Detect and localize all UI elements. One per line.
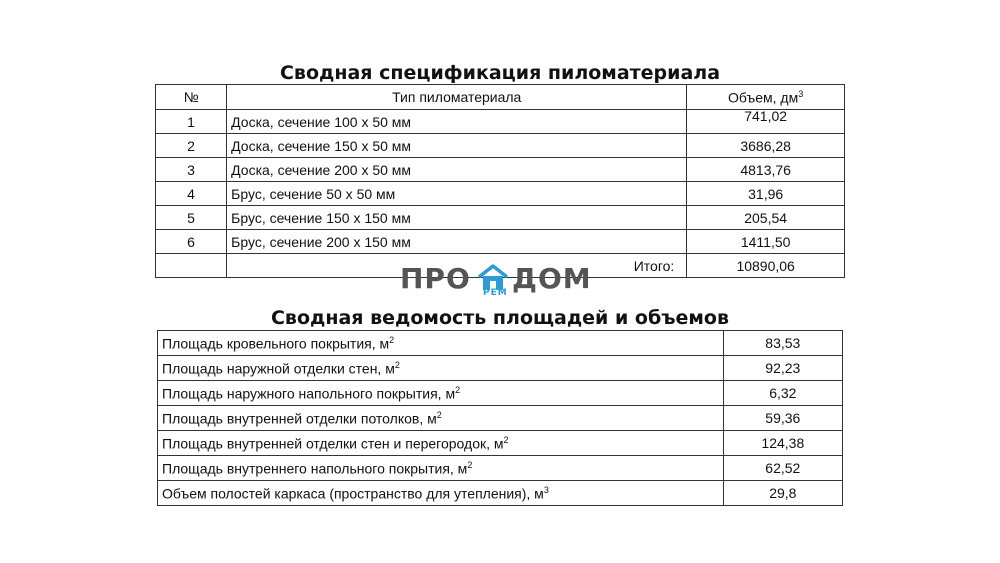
table-row	[158, 456, 843, 481]
table-header-row	[156, 85, 845, 110]
header-num: №	[156, 85, 227, 110]
watermark-small-text: РЕМ	[483, 288, 508, 298]
row-num: 5	[156, 206, 227, 230]
row-unit-sup: 2	[394, 359, 400, 370]
table-row	[158, 381, 843, 406]
table-row	[158, 356, 843, 381]
row-label-text: Объем полостей каркаса (пространство для утепления), м	[162, 485, 544, 502]
row-label	[158, 406, 724, 431]
lumber-spec-title: Сводная спецификация пиломатериала	[279, 62, 721, 84]
row-value: 59,36	[723, 406, 842, 431]
table-row	[158, 481, 843, 506]
row-type: Доска, сечение 100 х 50 мм	[227, 110, 687, 134]
header-type: Тип пиломатериала	[227, 85, 687, 110]
row-num: 2	[156, 134, 227, 158]
table-row	[156, 206, 845, 230]
table-row	[158, 431, 843, 456]
row-value: 124,38	[723, 431, 842, 456]
row-label-text: Площадь внутренней отделки потолков, м	[162, 410, 437, 427]
areas-volumes-table	[157, 330, 843, 506]
row-volume	[687, 107, 845, 134]
row-label-text: Площадь внутреннего напольного покрытия, м	[162, 460, 468, 477]
row-volume: 31,96	[687, 182, 845, 206]
row-value: 6,32	[723, 381, 842, 406]
row-num: 1	[156, 110, 227, 134]
row-label	[158, 481, 724, 506]
header-volume-unit-sup: 3	[798, 88, 804, 99]
total-num-empty	[156, 254, 227, 278]
row-value: 92,23	[723, 356, 842, 381]
header-volume-label: Объем, дм	[728, 89, 799, 106]
watermark-logo	[400, 262, 600, 300]
row-num: 3	[156, 158, 227, 182]
table-row	[156, 230, 845, 254]
row-type: Брус, сечение 200 х 150 мм	[227, 230, 687, 254]
row-label	[158, 331, 724, 356]
row-num: 4	[156, 182, 227, 206]
table-row	[156, 182, 845, 206]
row-unit-sup: 2	[467, 459, 473, 470]
row-num: 6	[156, 230, 227, 254]
row-volume: 4813,76	[687, 158, 845, 182]
row-unit-sup: 2	[455, 384, 461, 395]
row-label	[158, 356, 724, 381]
row-type: Брус, сечение 150 х 150 мм	[227, 206, 687, 230]
table-row	[156, 134, 845, 158]
watermark-right-text: ДОМ	[512, 262, 592, 295]
watermark-left-text: ПРО	[400, 262, 471, 295]
table-row	[158, 406, 843, 431]
row-unit-sup: 3	[543, 484, 549, 495]
row-volume: 3686,28	[687, 134, 845, 158]
row-unit-sup: 2	[436, 409, 442, 420]
row-unit-sup: 2	[503, 434, 509, 445]
row-label-text: Площадь наружного напольного покрытия, м	[162, 385, 456, 402]
row-unit-sup: 2	[389, 334, 395, 345]
areas-volumes-title: Сводная ведомость площадей и объемов	[270, 307, 730, 329]
row-value: 83,53	[723, 331, 842, 356]
row-label	[158, 456, 724, 481]
row-label-text: Площадь кровельного покрытия, м	[162, 335, 390, 352]
header-volume	[687, 85, 845, 110]
table-row	[158, 331, 843, 356]
row-label	[158, 431, 724, 456]
total-label: Итого:	[227, 254, 687, 278]
lumber-spec-table	[155, 84, 845, 278]
total-value: 10890,06	[687, 254, 845, 278]
row-label	[158, 381, 724, 406]
row-label-text: Площадь наружной отделки стен, м	[162, 360, 395, 377]
row-label-text: Площадь внутренней отделки стен и перегородок, м	[162, 435, 504, 452]
table-row	[156, 158, 845, 182]
row-type: Брус, сечение 50 х 50 мм	[227, 182, 687, 206]
row-volume-value: 741,02	[744, 107, 788, 124]
row-value: 62,52	[723, 456, 842, 481]
row-type: Доска, сечение 150 х 50 мм	[227, 134, 687, 158]
row-volume: 205,54	[687, 206, 845, 230]
row-volume: 1411,50	[687, 230, 845, 254]
row-type: Доска, сечение 200 х 50 мм	[227, 158, 687, 182]
row-value: 29,8	[723, 481, 842, 506]
table-row	[156, 110, 845, 134]
